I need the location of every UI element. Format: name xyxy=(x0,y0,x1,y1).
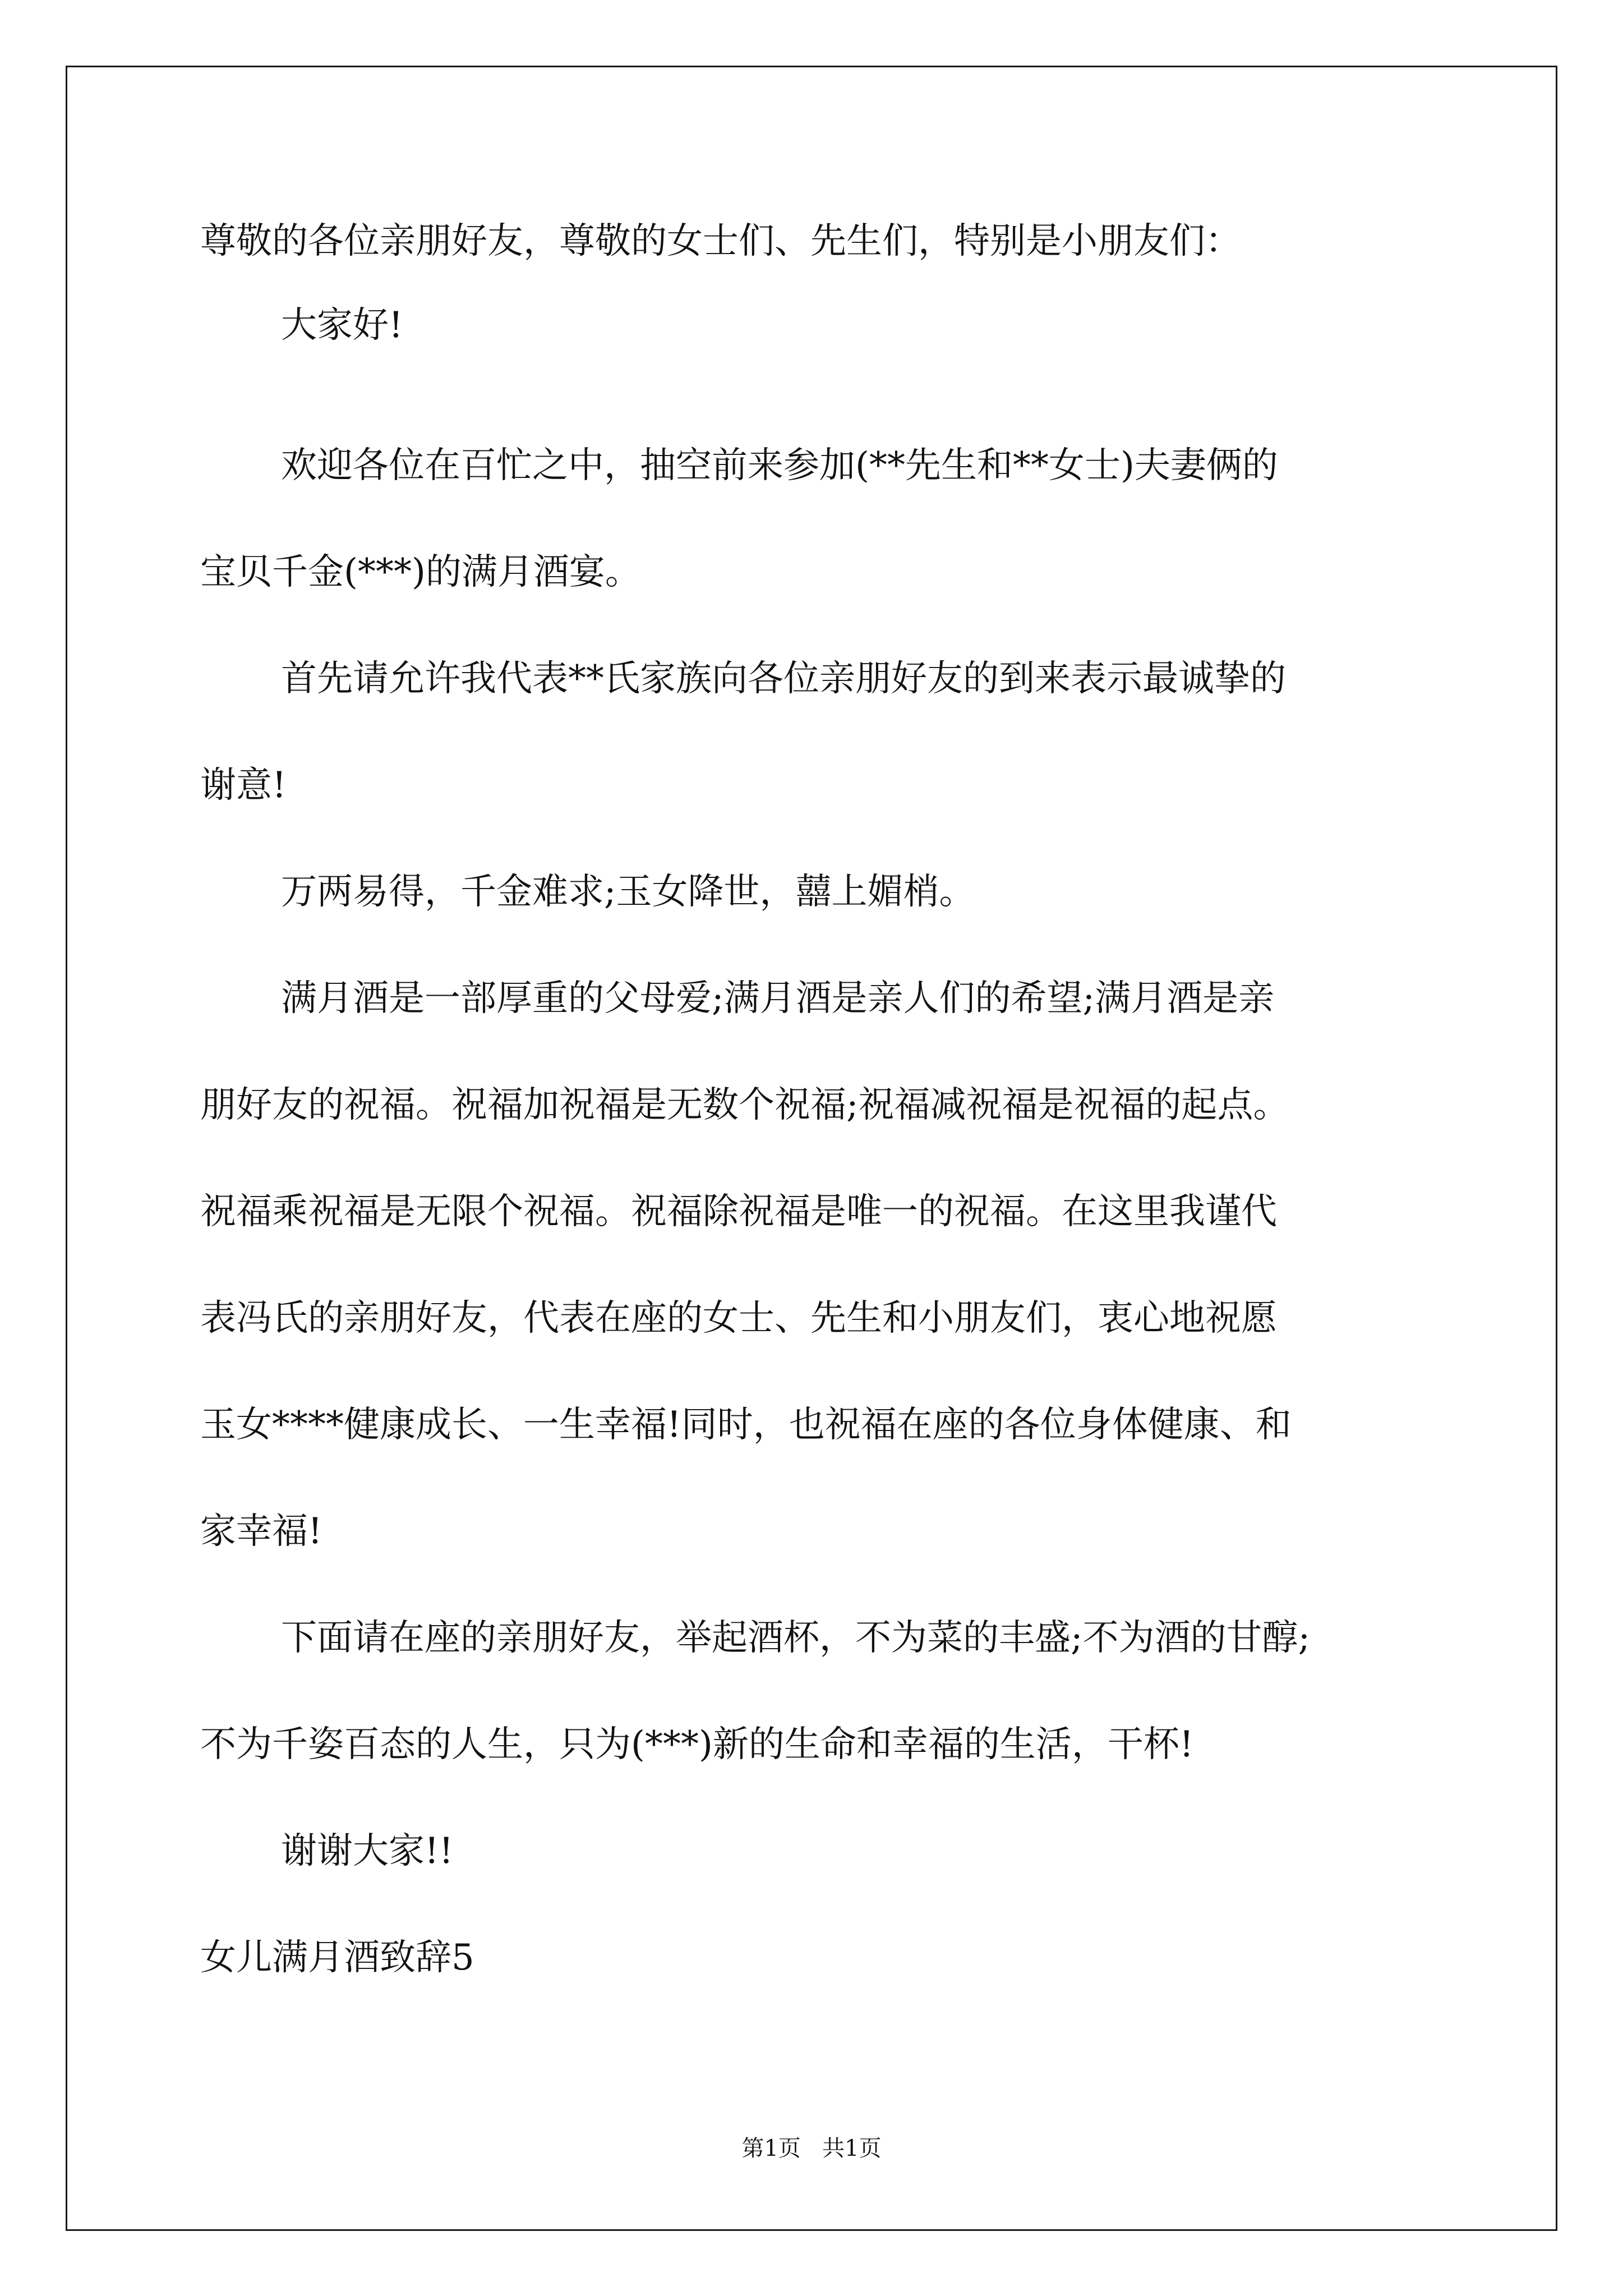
paragraph-thanks-line-2: 谢意! xyxy=(200,765,287,806)
section-heading: 女儿满月酒致辞5 xyxy=(200,1937,474,1978)
paragraph-blessing-line-6: 家幸福! xyxy=(200,1511,322,1552)
page-number-footer: 第1页 共1页 xyxy=(741,2136,882,2161)
paragraph-blessing-line-1: 满月酒是一部厚重的父母爱;满月酒是亲人们的希望;满月酒是亲 xyxy=(281,978,1275,1019)
paragraph-welcome-line-2: 宝贝千金(***)的满月酒宴。 xyxy=(200,551,641,593)
paragraph-toast-line-2: 不为千姿百态的人生，只为(***)新的生命和幸福的生活，干杯! xyxy=(200,1724,1194,1765)
greeting-line: 尊敬的各位亲朋好友，尊敬的女士们、先生们，特别是小朋友们： xyxy=(200,220,1241,262)
paragraph-proverb: 万两易得，千金难求;玉女降世，囍上媚梢。 xyxy=(281,871,975,913)
closing-thanks: 谢谢大家!! xyxy=(281,1830,454,1872)
paragraph-welcome-line-1: 欢迎各位在百忙之中，抽空前来参加(**先生和**女士)夫妻俩的 xyxy=(281,445,1278,486)
hello-line: 大家好! xyxy=(281,305,403,346)
paragraph-blessing-line-4: 表冯氏的亲朋好友，代表在座的女士、先生和小朋友们，衷心地祝愿 xyxy=(200,1297,1277,1339)
paragraph-blessing-line-2: 朋好友的祝福。祝福加祝福是无数个祝福;祝福减祝福是祝福的起点。 xyxy=(200,1084,1289,1126)
paragraph-blessing-line-3: 祝福乘祝福是无限个祝福。祝福除祝福是唯一的祝福。在这里我谨代 xyxy=(200,1191,1277,1232)
page-border xyxy=(66,66,1557,2231)
paragraph-toast-line-1: 下面请在座的亲朋好友，举起酒杯，不为菜的丰盛;不为酒的甘醇; xyxy=(281,1617,1311,1659)
paragraph-blessing-line-5: 玉女****健康成长、一生幸福!同时，也祝福在座的各位身体健康、和 xyxy=(200,1404,1292,1446)
paragraph-thanks-line-1: 首先请允许我代表**氏家族向各位亲朋好友的到来表示最诚挚的 xyxy=(281,658,1286,700)
